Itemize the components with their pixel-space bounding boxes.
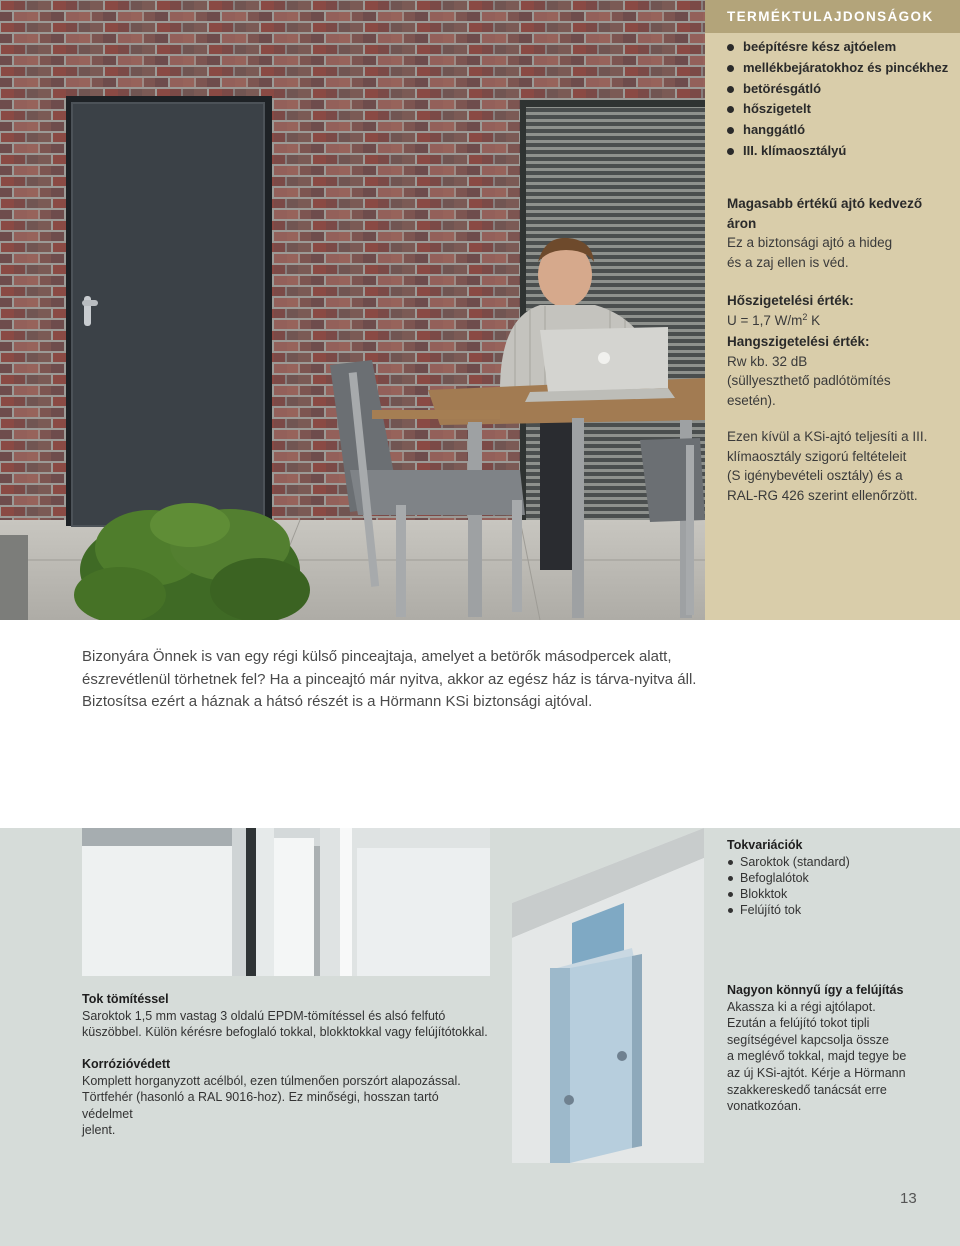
compliance-block xyxy=(727,427,952,505)
corrosion-line: jelent. xyxy=(82,1123,116,1138)
corrosion-title: Korrózióvédett xyxy=(82,1057,171,1071)
frame-variant-item: Blokktok xyxy=(727,886,947,902)
intro-paragraph xyxy=(82,646,722,714)
value-desc-line: Ez a biztonsági ajtó a hideg xyxy=(727,235,893,250)
easy-renovation-line: Akassza ki a régi ajtólapot. xyxy=(727,999,876,1014)
ratings-block xyxy=(727,291,952,410)
door-leaf xyxy=(72,103,264,526)
feature-item: mellékbejáratokhoz és pincékhez xyxy=(727,58,948,79)
value-block xyxy=(727,194,952,272)
easy-renovation-line: segítségével kapcsolja össze xyxy=(727,1032,889,1047)
compliance-line: klímaosztály szigorú feltételeit xyxy=(727,448,907,464)
corrosion-block xyxy=(82,1056,492,1139)
corrosion-line: Komplett horganyzott acélból, ezen túlmenően porszórt alapozással. xyxy=(82,1073,461,1088)
easy-renovation-line: Ezután a felújító tokot tipli xyxy=(727,1016,870,1031)
easy-renovation-line: vonatkozóan. xyxy=(727,1099,802,1114)
frame-seal-block xyxy=(82,991,492,1041)
frame-variant-item: Felújító tok xyxy=(727,902,947,918)
features-heading: TERMÉKTULAJDONSÁGOK xyxy=(705,0,960,33)
compliance-line: RAL-RG 426 szerint ellenőrzött. xyxy=(727,487,918,503)
frame-seal-line: Saroktok 1,5 mm vastag 3 oldalú EPDM-tömítéssel és alsó felfutó xyxy=(82,1008,446,1023)
insulation-label: Hőszigetelési érték: xyxy=(727,293,854,308)
easy-renovation-line: az új KSi-ajtót. Kérje a Hörmann xyxy=(727,1065,906,1080)
sound-value-line: (süllyeszthető padlótömítés xyxy=(727,373,891,388)
easy-renovation-block xyxy=(727,982,947,1115)
feature-item: hanggátló xyxy=(727,120,948,141)
frame-seal-title: Tok tömítéssel xyxy=(82,992,169,1006)
intro-line: Bizonyára Önnek is van egy régi külső pinceajtaja, amelyet a betörők másodpercek alatt, xyxy=(82,648,672,665)
value-title-line: áron xyxy=(727,215,757,231)
value-title-line: Magasabb értékű ajtó kedvező xyxy=(727,196,923,211)
value-desc-line: és a zaj ellen is véd. xyxy=(727,254,849,270)
feature-item: hőszigetelt xyxy=(727,99,948,120)
corrosion-line: Törtfehér (hasonló a RAL 9016-hoz). Ez minőségi, hosszan tartó védelmet xyxy=(82,1090,439,1121)
frame-variants-title: Tokvariációk xyxy=(727,838,803,852)
frame-variant-item: Befoglalótok xyxy=(727,870,947,886)
intro-line: Biztosítsa ezért a háznak a hátsó részét is a Hörmann KSi biztonsági ajtóval. xyxy=(82,693,593,710)
feature-item: III. klímaosztályú xyxy=(727,141,948,162)
easy-renovation-title: Nagyon könnyű így a felújítás xyxy=(727,983,904,997)
feature-item: betörésgátló xyxy=(727,79,948,100)
product-features-panel xyxy=(705,0,960,620)
compliance-line: Ezen kívül a KSi-ajtó teljesíti a III. xyxy=(727,429,928,444)
insulation-value: U = 1,7 $W/m^2$ K xyxy=(727,311,821,328)
hero-photo xyxy=(0,0,705,620)
feature-item: beépítésre kész ajtóelem xyxy=(727,37,948,58)
frame-seal-line: küszöbbel. Külön kérésre befoglaló tokkal, blokktokkal vagy felújítótokkal. xyxy=(82,1025,488,1040)
frame-variants-list xyxy=(727,854,947,919)
compliance-line: (S igénybevételi osztály) és a xyxy=(727,468,903,483)
page-number: 13 xyxy=(900,1190,917,1207)
easy-renovation-line: a meglévő tokkal, majd tegye be xyxy=(727,1049,907,1064)
frame-variants-block xyxy=(727,837,947,919)
sound-value-line: Rw kb. 32 dB xyxy=(727,353,808,369)
easy-renovation-line: szakkereskedő tanácsát erre xyxy=(727,1082,887,1097)
frame-variant-item: Saroktok (standard) xyxy=(727,854,947,870)
sound-label: Hangszigetelési érték: xyxy=(727,334,870,349)
frame-profile-render xyxy=(512,828,704,1163)
frame-seal-photo xyxy=(82,828,490,976)
sound-value-line: esetén). xyxy=(727,392,776,408)
features-list xyxy=(727,37,948,162)
intro-line: észrevétlenül törhetnek fel? Ha a pinceajtó már nyitva, akkor az egész ház is tárva-nyitva áll. xyxy=(82,670,697,688)
